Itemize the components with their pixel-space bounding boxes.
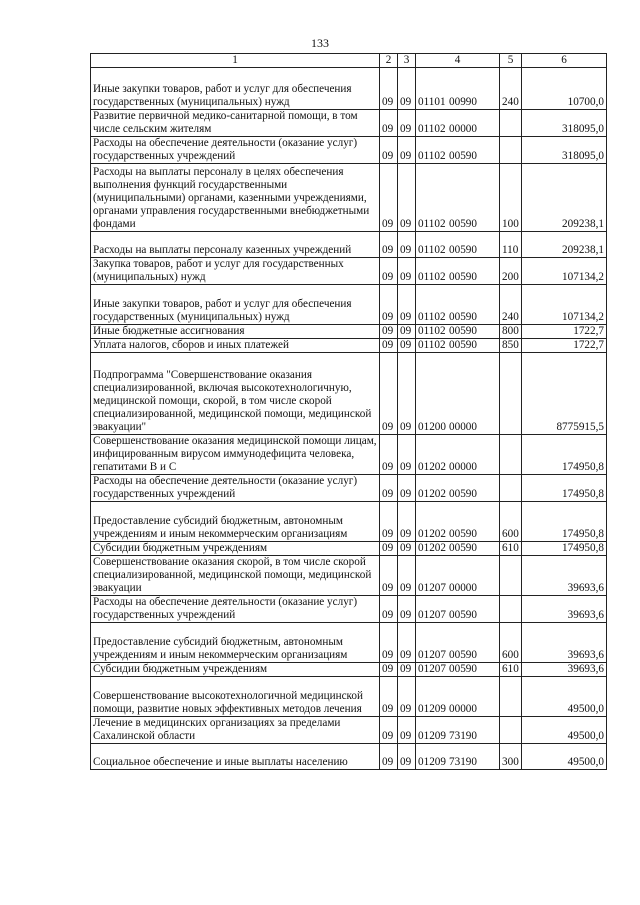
column-header: 1 xyxy=(91,54,380,68)
target-program-code: 01102 xyxy=(418,311,446,323)
row-name-cell: Предоставление субсидий бюджетным, автономным учреждениям и иным некоммерческим организациям xyxy=(91,623,380,663)
row-amount-cell: 318095,0 xyxy=(522,110,607,137)
row-section-cell: 09 xyxy=(380,110,398,137)
row-subsection-cell: 09 xyxy=(398,475,416,502)
table-row xyxy=(91,542,607,556)
row-name-cell: Закупка товаров, работ и услуг для государственных (муниципальных) нужд xyxy=(91,258,380,285)
row-name-cell: Расходы на обеспечение деятельности (оказание услуг) государственных учреждений xyxy=(91,596,380,623)
target-direction-code: 00590 xyxy=(449,218,477,230)
row-section-cell: 09 xyxy=(380,68,398,110)
target-direction-code: 00000 xyxy=(449,123,477,135)
row-expense-type-cell xyxy=(500,556,522,596)
row-name-cell: Расходы на обеспечение деятельности (оказание услуг) государственных учреждений xyxy=(91,137,380,164)
target-direction-code: 00590 xyxy=(449,325,477,337)
row-section-cell: 09 xyxy=(380,744,398,770)
row-amount-cell: 107134,2 xyxy=(522,285,607,325)
row-section-cell: 09 xyxy=(380,663,398,677)
row-section-cell: 09 xyxy=(380,502,398,542)
row-expense-type-cell: 600 xyxy=(500,623,522,663)
target-direction-code: 00590 xyxy=(449,244,477,256)
row-section-cell: 09 xyxy=(380,164,398,232)
row-name-cell: Совершенствование оказания медицинской помощи лицам, инфицированным вирусом иммунодефицита человека, гепатитами В и С xyxy=(91,435,380,475)
column-header: 3 xyxy=(398,54,416,68)
row-target-code-cell xyxy=(416,475,500,502)
row-section-cell: 09 xyxy=(380,623,398,663)
row-target-code-cell xyxy=(416,137,500,164)
row-section-cell: 09 xyxy=(380,325,398,339)
table-row xyxy=(91,556,607,596)
row-expense-type-cell xyxy=(500,435,522,475)
row-subsection-cell: 09 xyxy=(398,325,416,339)
target-direction-code: 00590 xyxy=(449,528,477,540)
table-row xyxy=(91,677,607,717)
row-name-cell: Расходы на выплаты персоналу казенных учреждений xyxy=(91,232,380,258)
table-row xyxy=(91,435,607,475)
target-direction-code: 00590 xyxy=(449,150,477,162)
row-subsection-cell: 09 xyxy=(398,164,416,232)
target-direction-code: 73190 xyxy=(449,756,477,768)
row-expense-type-cell: 610 xyxy=(500,542,522,556)
row-name-cell: Подпрограмма "Совершенствование оказания специализированной, включая высокотехнологичную, медицинской помощи, скорой, в том числе скорой специализированной, медицинской помощи, медицинской эвакуации" xyxy=(91,353,380,435)
target-direction-code: 00590 xyxy=(449,609,477,621)
row-amount-cell: 1722,7 xyxy=(522,339,607,353)
column-header: 4 xyxy=(416,54,500,68)
row-name-cell: Уплата налогов, сборов и иных платежей xyxy=(91,339,380,353)
row-target-code-cell xyxy=(416,744,500,770)
target-program-code: 01102 xyxy=(418,218,446,230)
column-header: 5 xyxy=(500,54,522,68)
row-amount-cell: 318095,0 xyxy=(522,137,607,164)
row-expense-type-cell: 300 xyxy=(500,744,522,770)
row-target-code-cell xyxy=(416,258,500,285)
target-program-code: 01209 xyxy=(418,756,446,768)
row-amount-cell: 174950,8 xyxy=(522,542,607,556)
row-section-cell: 09 xyxy=(380,717,398,744)
target-direction-code: 00000 xyxy=(449,461,477,473)
row-subsection-cell: 09 xyxy=(398,110,416,137)
target-direction-code: 00000 xyxy=(449,582,477,594)
row-subsection-cell: 09 xyxy=(398,232,416,258)
target-program-code: 01202 xyxy=(418,488,446,500)
row-name-cell: Субсидии бюджетным учреждениям xyxy=(91,542,380,556)
row-name-cell: Расходы на выплаты персоналу в целях обеспечения выполнения функций государственными (муниципальными) органами, казенными учреждениями, органами управления государственными внебюджетными фондами xyxy=(91,164,380,232)
row-section-cell: 09 xyxy=(380,596,398,623)
target-direction-code: 73190 xyxy=(449,730,477,742)
row-amount-cell: 8775915,5 xyxy=(522,353,607,435)
row-section-cell: 09 xyxy=(380,232,398,258)
row-section-cell: 09 xyxy=(380,339,398,353)
page-number: 133 xyxy=(311,36,329,50)
row-subsection-cell: 09 xyxy=(398,258,416,285)
row-expense-type-cell: 850 xyxy=(500,339,522,353)
row-name-cell: Социальное обеспечение и иные выплаты населению xyxy=(91,744,380,770)
row-section-cell: 09 xyxy=(380,475,398,502)
target-program-code: 01102 xyxy=(418,271,446,283)
row-expense-type-cell: 600 xyxy=(500,502,522,542)
row-expense-type-cell: 240 xyxy=(500,68,522,110)
target-program-code: 01102 xyxy=(418,123,446,135)
row-subsection-cell: 09 xyxy=(398,542,416,556)
target-program-code: 01207 xyxy=(418,649,446,661)
target-direction-code: 00590 xyxy=(449,488,477,500)
row-target-code-cell xyxy=(416,596,500,623)
row-amount-cell: 49500,0 xyxy=(522,744,607,770)
target-program-code: 01202 xyxy=(418,542,446,554)
target-program-code: 01101 xyxy=(418,96,446,108)
table-row xyxy=(91,232,607,258)
table-row xyxy=(91,164,607,232)
row-target-code-cell xyxy=(416,542,500,556)
row-target-code-cell xyxy=(416,339,500,353)
table-row xyxy=(91,339,607,353)
row-subsection-cell: 09 xyxy=(398,717,416,744)
row-target-code-cell xyxy=(416,435,500,475)
row-section-cell: 09 xyxy=(380,435,398,475)
target-direction-code: 00590 xyxy=(449,339,477,351)
row-target-code-cell xyxy=(416,556,500,596)
row-name-cell: Совершенствование оказания скорой, в том числе скорой специализированной, медицинской помощи, медицинской эвакуации xyxy=(91,556,380,596)
row-amount-cell: 209238,1 xyxy=(522,232,607,258)
row-expense-type-cell: 200 xyxy=(500,258,522,285)
row-section-cell: 09 xyxy=(380,285,398,325)
row-expense-type-cell xyxy=(500,353,522,435)
row-subsection-cell: 09 xyxy=(398,353,416,435)
target-program-code: 01209 xyxy=(418,730,446,742)
target-direction-code: 00000 xyxy=(449,703,477,715)
table-row xyxy=(91,623,607,663)
row-subsection-cell: 09 xyxy=(398,556,416,596)
row-target-code-cell xyxy=(416,232,500,258)
row-expense-type-cell: 100 xyxy=(500,164,522,232)
row-target-code-cell xyxy=(416,68,500,110)
row-amount-cell: 209238,1 xyxy=(522,164,607,232)
column-header: 2 xyxy=(380,54,398,68)
table-header-row xyxy=(91,54,607,68)
row-amount-cell: 174950,8 xyxy=(522,435,607,475)
row-subsection-cell: 09 xyxy=(398,435,416,475)
row-name-cell: Иные закупки товаров, работ и услуг для обеспечения государственных (муниципальных) нужд xyxy=(91,285,380,325)
table-row xyxy=(91,68,607,110)
row-target-code-cell xyxy=(416,663,500,677)
row-name-cell: Субсидии бюджетным учреждениям xyxy=(91,663,380,677)
row-name-cell: Совершенствование высокотехнологичной медицинской помощи, развитие новых эффективных методов лечения xyxy=(91,677,380,717)
target-direction-code: 00590 xyxy=(449,542,477,554)
row-subsection-cell: 09 xyxy=(398,68,416,110)
row-name-cell: Предоставление субсидий бюджетным, автономным учреждениям и иным некоммерческим организациям xyxy=(91,502,380,542)
table-row xyxy=(91,744,607,770)
row-target-code-cell xyxy=(416,677,500,717)
target-direction-code: 00990 xyxy=(449,96,477,108)
row-target-code-cell xyxy=(416,325,500,339)
target-program-code: 01207 xyxy=(418,663,446,675)
target-direction-code: 00590 xyxy=(449,649,477,661)
row-amount-cell: 39693,6 xyxy=(522,556,607,596)
row-amount-cell: 174950,8 xyxy=(522,502,607,542)
row-expense-type-cell xyxy=(500,677,522,717)
row-subsection-cell: 09 xyxy=(398,677,416,717)
row-amount-cell: 174950,8 xyxy=(522,475,607,502)
row-target-code-cell xyxy=(416,717,500,744)
row-name-cell: Расходы на обеспечение деятельности (оказание услуг) государственных учреждений xyxy=(91,475,380,502)
row-name-cell: Иные закупки товаров, работ и услуг для обеспечения государственных (муниципальных) нужд xyxy=(91,68,380,110)
target-direction-code: 00590 xyxy=(449,311,477,323)
row-name-cell: Лечение в медицинских организациях за пределами Сахалинской области xyxy=(91,717,380,744)
table-row xyxy=(91,717,607,744)
table-row xyxy=(91,325,607,339)
row-amount-cell: 49500,0 xyxy=(522,717,607,744)
row-target-code-cell xyxy=(416,285,500,325)
row-target-code-cell xyxy=(416,502,500,542)
row-section-cell: 09 xyxy=(380,556,398,596)
table-row xyxy=(91,353,607,435)
row-expense-type-cell: 800 xyxy=(500,325,522,339)
row-amount-cell: 10700,0 xyxy=(522,68,607,110)
table-row xyxy=(91,110,607,137)
row-subsection-cell: 09 xyxy=(398,596,416,623)
target-program-code: 01102 xyxy=(418,325,446,337)
row-amount-cell: 1722,7 xyxy=(522,325,607,339)
row-subsection-cell: 09 xyxy=(398,137,416,164)
row-expense-type-cell xyxy=(500,596,522,623)
row-amount-cell: 39693,6 xyxy=(522,596,607,623)
row-target-code-cell xyxy=(416,164,500,232)
target-direction-code: 00000 xyxy=(449,421,477,433)
row-expense-type-cell: 240 xyxy=(500,285,522,325)
table-row xyxy=(91,663,607,677)
target-direction-code: 00590 xyxy=(449,271,477,283)
target-program-code: 01102 xyxy=(418,244,446,256)
row-section-cell: 09 xyxy=(380,542,398,556)
column-header: 6 xyxy=(522,54,607,68)
target-program-code: 01202 xyxy=(418,461,446,473)
table-row xyxy=(91,502,607,542)
row-name-cell: Развитие первичной медико-санитарной помощи, в том числе сельским жителям xyxy=(91,110,380,137)
row-section-cell: 09 xyxy=(380,258,398,285)
row-subsection-cell: 09 xyxy=(398,744,416,770)
row-subsection-cell: 09 xyxy=(398,663,416,677)
row-amount-cell: 39693,6 xyxy=(522,663,607,677)
row-section-cell: 09 xyxy=(380,137,398,164)
budget-table xyxy=(90,53,607,770)
row-amount-cell: 39693,6 xyxy=(522,623,607,663)
target-program-code: 01200 xyxy=(418,421,446,433)
table-row xyxy=(91,258,607,285)
row-subsection-cell: 09 xyxy=(398,502,416,542)
table-row xyxy=(91,285,607,325)
row-expense-type-cell xyxy=(500,137,522,164)
table-row xyxy=(91,137,607,164)
row-subsection-cell: 09 xyxy=(398,623,416,663)
row-expense-type-cell xyxy=(500,110,522,137)
row-expense-type-cell: 610 xyxy=(500,663,522,677)
row-target-code-cell xyxy=(416,353,500,435)
target-program-code: 01202 xyxy=(418,528,446,540)
row-target-code-cell xyxy=(416,623,500,663)
row-section-cell: 09 xyxy=(380,353,398,435)
row-amount-cell: 49500,0 xyxy=(522,677,607,717)
row-expense-type-cell xyxy=(500,717,522,744)
row-subsection-cell: 09 xyxy=(398,339,416,353)
target-program-code: 01207 xyxy=(418,582,446,594)
row-target-code-cell xyxy=(416,110,500,137)
target-program-code: 01209 xyxy=(418,703,446,715)
target-direction-code: 00590 xyxy=(449,663,477,675)
row-expense-type-cell xyxy=(500,475,522,502)
row-expense-type-cell: 110 xyxy=(500,232,522,258)
row-subsection-cell: 09 xyxy=(398,285,416,325)
table-row xyxy=(91,475,607,502)
table-row xyxy=(91,596,607,623)
row-section-cell: 09 xyxy=(380,677,398,717)
target-program-code: 01207 xyxy=(418,609,446,621)
target-program-code: 01102 xyxy=(418,339,446,351)
target-program-code: 01102 xyxy=(418,150,446,162)
row-name-cell: Иные бюджетные ассигнования xyxy=(91,325,380,339)
row-amount-cell: 107134,2 xyxy=(522,258,607,285)
